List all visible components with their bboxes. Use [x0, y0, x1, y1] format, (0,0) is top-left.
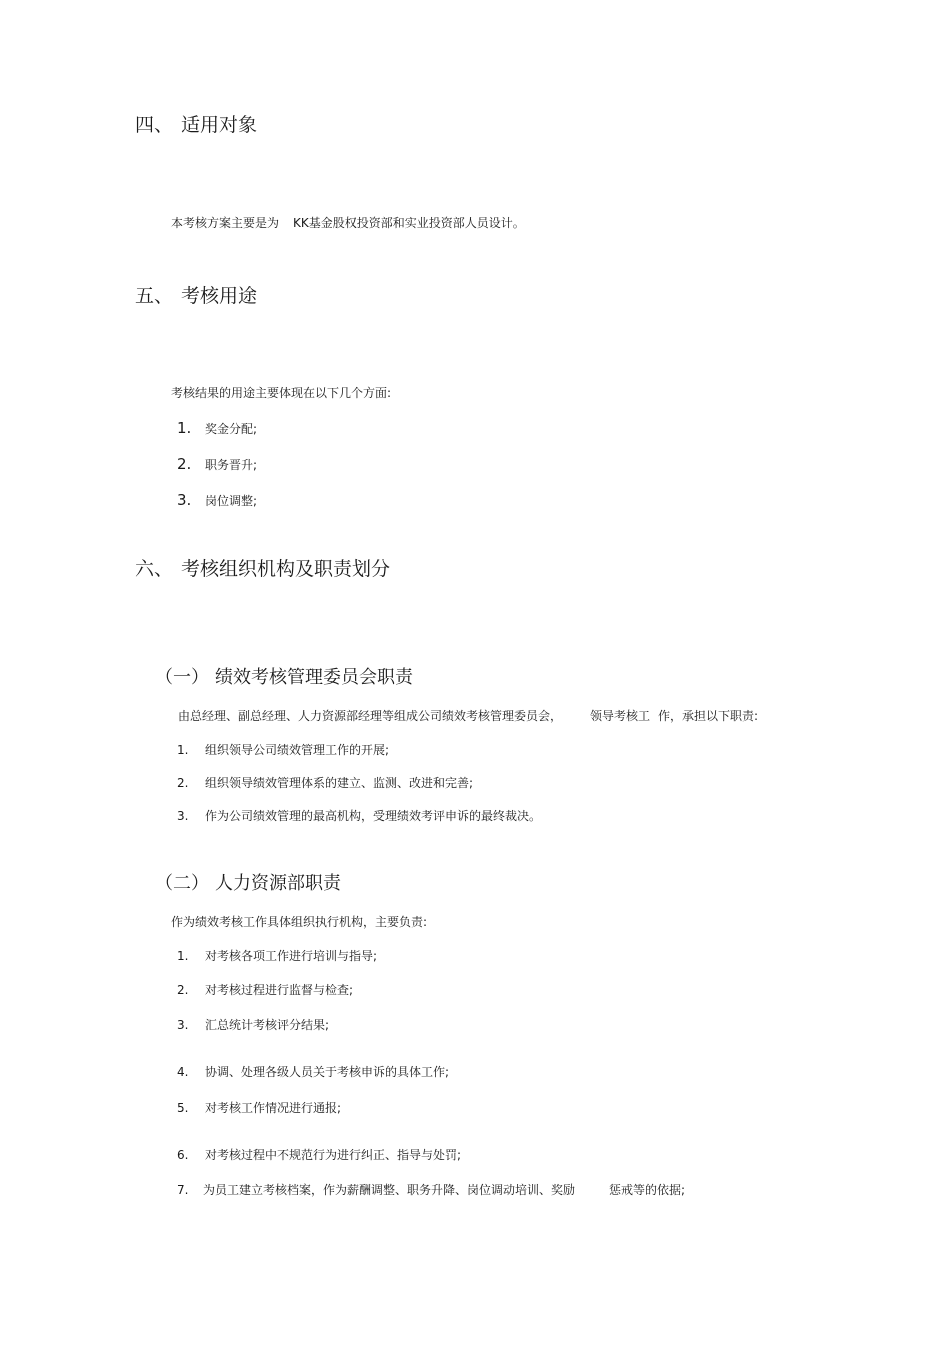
section-4-paragraph — [171, 214, 525, 231]
section-number: 四、 — [135, 114, 174, 136]
item-number: 2. — [177, 455, 192, 473]
list-item — [177, 1146, 461, 1163]
section-number: 五、 — [135, 285, 174, 307]
list-item — [177, 491, 257, 509]
item-text: 汇总统计考核评分结果; — [205, 1018, 330, 1032]
subsection-2-intro: 作为绩效考核工作具体组织执行机构，主要负责: — [171, 915, 428, 929]
item-number: 5. — [177, 1101, 189, 1115]
list-item — [177, 419, 257, 437]
list-item — [177, 741, 389, 758]
item-number: 4. — [177, 1065, 189, 1079]
item-number: 2. — [177, 776, 189, 790]
subsection-number: （一） — [155, 667, 209, 688]
item-number: 3. — [177, 809, 189, 823]
item-text: 对考核过程中不规范行为进行纠正、指导与处罚; — [205, 1148, 462, 1162]
paragraph-text: 作，承担以下职责: — [658, 709, 759, 723]
subsection-1-paragraph — [178, 707, 758, 724]
item-number: 7. — [177, 1183, 189, 1197]
item-number: 1. — [177, 419, 192, 437]
item-number: 6. — [177, 1148, 189, 1162]
item-text: 组织领导绩效管理体系的建立、监测、改进和完善; — [205, 776, 474, 790]
subsection-title: 绩效考核管理委员会职责 — [215, 667, 413, 688]
item-text: 组织领导公司绩效管理工作的开展; — [205, 743, 390, 757]
paragraph-text: 领导考核工 — [590, 709, 651, 723]
section-number: 六、 — [135, 558, 174, 580]
item-text: 作为公司绩效管理的最高机构，受理绩效考评申诉的最终裁决。 — [205, 809, 542, 823]
subsection-title: 人力资源部职责 — [215, 873, 341, 894]
section-title: 适用对象 — [181, 114, 258, 136]
paragraph-text: 由总经理、副总经理、人力资源部经理等组成公司绩效考核管理委员会， — [178, 709, 563, 723]
list-item — [177, 774, 473, 791]
list-item — [177, 1099, 341, 1116]
list-item — [177, 455, 257, 473]
item-text: 对考核各项工作进行培训与指导; — [205, 949, 378, 963]
section-heading-5 — [135, 281, 257, 308]
subsection-heading-2 — [155, 869, 341, 895]
paragraph-text: KK基金股权投资部和实业投资部人员设计。 — [293, 216, 525, 230]
item-text: 惩戒等的依据; — [609, 1183, 686, 1197]
list-item — [177, 807, 541, 824]
section-5-intro: 考核结果的用途主要体现在以下几个方面: — [171, 386, 392, 400]
section-title: 考核用途 — [181, 285, 258, 307]
item-text: 对考核过程进行监督与检查; — [205, 983, 354, 997]
list-item — [177, 1016, 329, 1033]
list-item — [177, 1063, 449, 1080]
list-item — [177, 947, 377, 964]
paragraph-text: 本考核方案主要是为 — [171, 216, 280, 230]
item-text: 对考核工作情况进行通报; — [205, 1101, 342, 1115]
item-number: 3. — [177, 1018, 189, 1032]
item-number: 1. — [177, 743, 189, 757]
section-title: 考核组织机构及职责划分 — [181, 558, 391, 580]
section-heading-6 — [135, 554, 390, 581]
item-text: 岗位调整; — [205, 494, 258, 508]
item-number: 1. — [177, 949, 189, 963]
subsection-number: （二） — [155, 873, 209, 894]
item-text: 为员工建立考核档案，作为薪酬调整、职务升降、岗位调动培训、奖励 — [203, 1183, 576, 1197]
section-heading-4 — [135, 110, 257, 137]
item-text: 职务晋升; — [205, 458, 258, 472]
item-number: 3. — [177, 491, 192, 509]
list-item — [177, 981, 353, 998]
item-number: 2. — [177, 983, 189, 997]
subsection-heading-1 — [155, 663, 413, 689]
item-text: 奖金分配; — [205, 422, 258, 436]
list-item — [177, 1181, 685, 1198]
item-text: 协调、处理各级人员关于考核申诉的具体工作; — [205, 1065, 450, 1079]
